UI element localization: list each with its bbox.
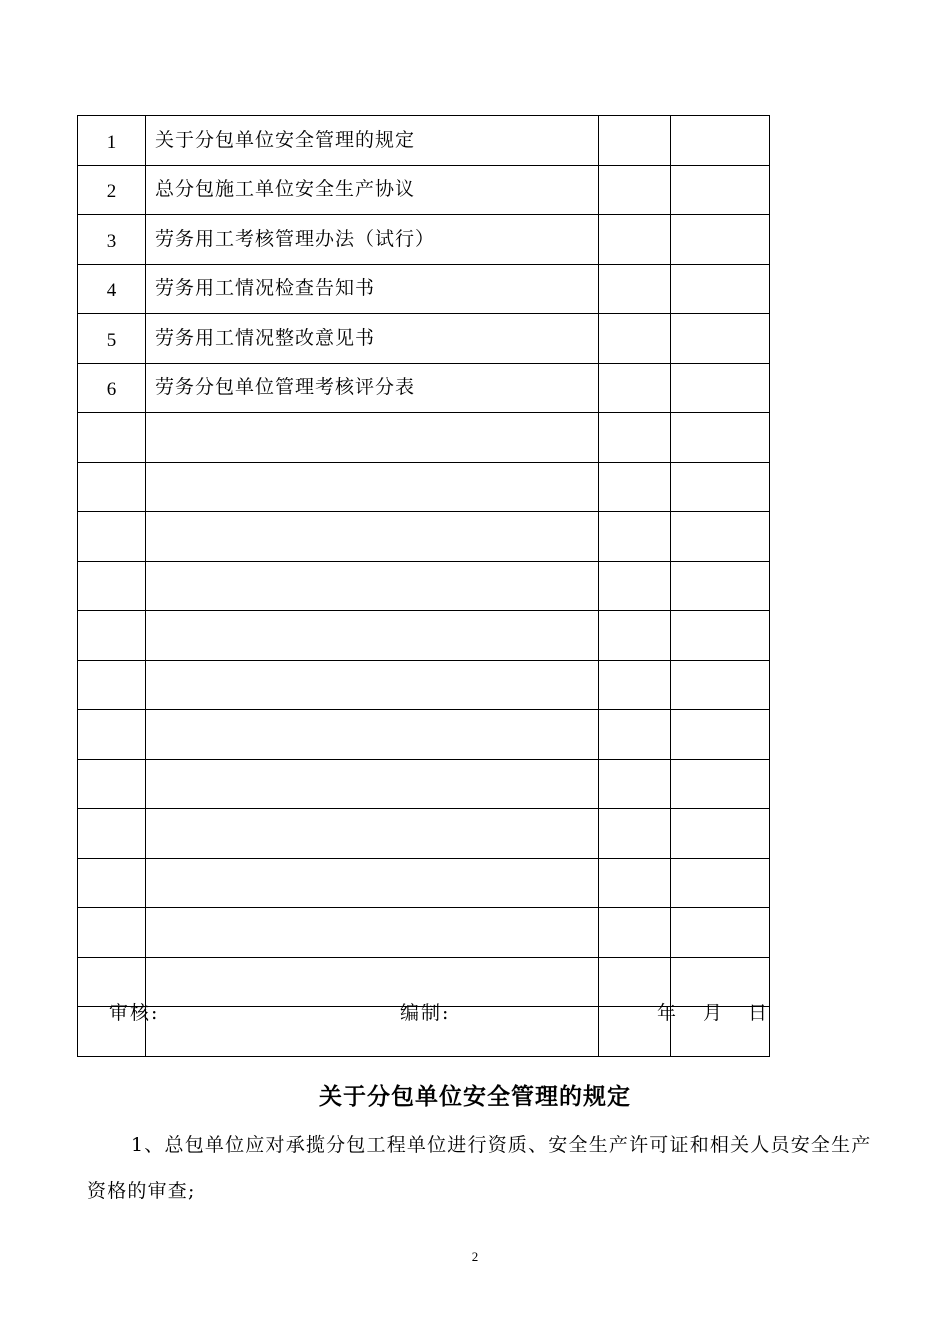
document-name-cell xyxy=(146,660,599,710)
document-name-cell: 劳务分包单位管理考核评分表 xyxy=(146,363,599,413)
table-row xyxy=(78,116,770,166)
table-row xyxy=(78,660,770,710)
blank-cell xyxy=(671,314,770,364)
document-name-cell xyxy=(146,858,599,908)
year-label: 年 xyxy=(657,1002,679,1024)
day-label: 日 xyxy=(748,1002,770,1024)
row-number-cell xyxy=(78,462,146,512)
document-name-cell: 总分包施工单位安全生产协议 xyxy=(146,165,599,215)
row-number-cell xyxy=(78,710,146,760)
document-name-cell xyxy=(146,462,599,512)
blank-cell xyxy=(671,809,770,859)
row-number-cell: 5 xyxy=(78,314,146,364)
table-row xyxy=(78,462,770,512)
blank-cell xyxy=(599,512,671,562)
row-number-cell: 3 xyxy=(78,215,146,265)
blank-cell xyxy=(599,363,671,413)
document-name-cell xyxy=(146,759,599,809)
blank-cell xyxy=(599,809,671,859)
document-name-cell: 劳务用工情况检查告知书 xyxy=(146,264,599,314)
table-row xyxy=(78,264,770,314)
document-list-table xyxy=(77,115,770,1057)
document-name-cell xyxy=(146,512,599,562)
blank-cell xyxy=(671,264,770,314)
document-name-cell xyxy=(146,561,599,611)
blank-cell xyxy=(599,908,671,958)
document-name-cell xyxy=(146,1007,599,1057)
row-number-cell: 4 xyxy=(78,264,146,314)
row-number-cell: 2 xyxy=(78,165,146,215)
row-number-cell xyxy=(78,759,146,809)
table-row xyxy=(78,512,770,562)
row-number-cell xyxy=(78,660,146,710)
table-row xyxy=(78,611,770,661)
blank-cell xyxy=(671,561,770,611)
row-number-cell: 1 xyxy=(78,116,146,166)
table-row xyxy=(78,710,770,760)
blank-cell xyxy=(599,264,671,314)
blank-cell xyxy=(671,858,770,908)
blank-cell xyxy=(599,215,671,265)
review-label: 审核: xyxy=(109,1002,160,1024)
table-row xyxy=(78,165,770,215)
blank-cell xyxy=(599,462,671,512)
blank-cell xyxy=(671,413,770,463)
blank-cell xyxy=(599,116,671,166)
row-number-cell xyxy=(78,413,146,463)
blank-cell xyxy=(599,314,671,364)
document-name-cell xyxy=(146,908,599,958)
blank-cell xyxy=(599,858,671,908)
blank-cell xyxy=(671,462,770,512)
blank-cell xyxy=(599,165,671,215)
row-number-cell xyxy=(78,611,146,661)
blank-cell xyxy=(599,660,671,710)
blank-cell xyxy=(599,561,671,611)
compile-label: 编制: xyxy=(400,1002,451,1024)
table-row xyxy=(78,413,770,463)
table-row xyxy=(78,858,770,908)
page-number: 2 xyxy=(471,1249,479,1264)
blank-cell xyxy=(599,759,671,809)
table-body xyxy=(78,116,770,1057)
table-row xyxy=(78,363,770,413)
blank-cell xyxy=(671,660,770,710)
document-name-cell xyxy=(146,809,599,859)
blank-cell xyxy=(671,165,770,215)
blank-cell xyxy=(671,116,770,166)
blank-cell xyxy=(671,759,770,809)
section-title: 关于分包单位安全管理的规定 xyxy=(319,1084,631,1110)
row-number-cell xyxy=(78,512,146,562)
blank-cell xyxy=(671,363,770,413)
document-name-cell xyxy=(146,413,599,463)
table-row xyxy=(78,215,770,265)
blank-cell xyxy=(599,413,671,463)
row-number-cell: 6 xyxy=(78,363,146,413)
table-row xyxy=(78,809,770,859)
document-name-cell: 劳务用工情况整改意见书 xyxy=(146,314,599,364)
row-number-cell xyxy=(78,908,146,958)
blank-cell xyxy=(671,512,770,562)
document-name-cell xyxy=(146,710,599,760)
document-name-cell: 劳务用工考核管理办法（试行） xyxy=(146,215,599,265)
blank-cell xyxy=(671,908,770,958)
blank-cell xyxy=(671,710,770,760)
row-number-cell xyxy=(78,561,146,611)
section-paragraph: 1、总包单位应对承揽分包工程单位进行资质、安全生产许可证和相关人员安全生产资格的审查; xyxy=(87,1134,872,1202)
row-number-cell xyxy=(78,858,146,908)
blank-cell xyxy=(671,611,770,661)
row-number-cell xyxy=(78,809,146,859)
table-row xyxy=(78,561,770,611)
month-label: 月 xyxy=(703,1002,725,1024)
table-row xyxy=(78,759,770,809)
blank-cell xyxy=(671,215,770,265)
blank-cell xyxy=(599,710,671,760)
document-name-cell: 关于分包单位安全管理的规定 xyxy=(146,116,599,166)
blank-cell xyxy=(599,611,671,661)
table-row xyxy=(78,908,770,958)
table-row xyxy=(78,314,770,364)
document-name-cell xyxy=(146,611,599,661)
document-name-cell xyxy=(146,957,599,1007)
